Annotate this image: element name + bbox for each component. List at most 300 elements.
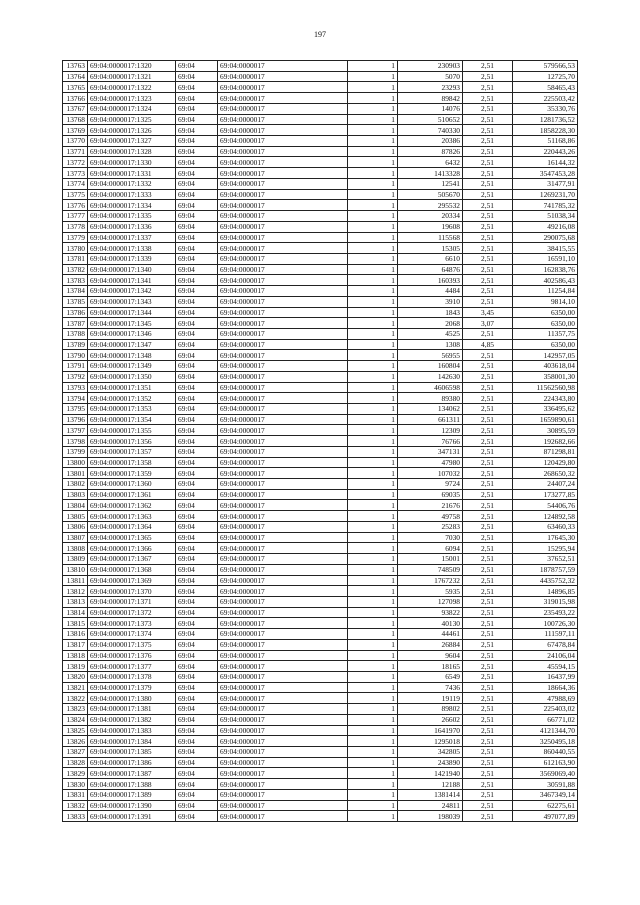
table-row xyxy=(63,800,578,811)
district-code-cell: 69:04 xyxy=(176,414,218,425)
quarter-number-cell: 69:04:0000017 xyxy=(218,532,348,543)
cadastral-number-cell: 69:04:0000017:1363 xyxy=(88,511,176,522)
district-code-cell: 69:04 xyxy=(176,328,218,339)
quarter-number-cell: 69:04:0000017 xyxy=(218,307,348,318)
district-code-cell: 69:04 xyxy=(176,650,218,661)
quarter-number-cell: 69:04:0000017 xyxy=(218,468,348,479)
row-number-cell: 13790 xyxy=(63,350,88,361)
area-cell: 23293 xyxy=(398,82,463,93)
row-number-cell: 13798 xyxy=(63,436,88,447)
table-row xyxy=(63,253,578,264)
quarter-number-cell: 69:04:0000017 xyxy=(218,725,348,736)
cadastral-number-cell: 69:04:0000017:1337 xyxy=(88,232,176,243)
area-cell: 44461 xyxy=(398,629,463,640)
area-cell: 748509 xyxy=(398,564,463,575)
rate-cell: 2,51 xyxy=(463,200,513,211)
quarter-number-cell: 69:04:0000017 xyxy=(218,779,348,790)
rate-cell: 2,51 xyxy=(463,736,513,747)
row-number-cell: 13767 xyxy=(63,103,88,114)
table-row xyxy=(63,725,578,736)
table-row xyxy=(63,596,578,607)
cadastral-number-cell: 69:04:0000017:1343 xyxy=(88,296,176,307)
cadastral-number-cell: 69:04:0000017:1369 xyxy=(88,575,176,586)
district-code-cell: 69:04 xyxy=(176,768,218,779)
count-cell: 1 xyxy=(348,361,398,372)
cadastral-number-cell: 69:04:0000017:1361 xyxy=(88,489,176,500)
cadastral-number-cell: 69:04:0000017:1357 xyxy=(88,446,176,457)
count-cell: 1 xyxy=(348,757,398,768)
quarter-number-cell: 69:04:0000017 xyxy=(218,800,348,811)
area-cell: 505670 xyxy=(398,189,463,200)
cadastral-number-cell: 69:04:0000017:1358 xyxy=(88,457,176,468)
cadastral-number-cell: 69:04:0000017:1322 xyxy=(88,82,176,93)
district-code-cell: 69:04 xyxy=(176,178,218,189)
count-cell: 1 xyxy=(348,232,398,243)
row-number-cell: 13822 xyxy=(63,693,88,704)
quarter-number-cell: 69:04:0000017 xyxy=(218,575,348,586)
value-cell: 612163,90 xyxy=(513,757,578,768)
area-cell: 107032 xyxy=(398,468,463,479)
value-cell: 24106,04 xyxy=(513,650,578,661)
row-number-cell: 13806 xyxy=(63,521,88,532)
count-cell: 1 xyxy=(348,82,398,93)
rate-cell: 2,51 xyxy=(463,168,513,179)
count-cell: 1 xyxy=(348,339,398,350)
district-code-cell: 69:04 xyxy=(176,211,218,222)
row-number-cell: 13795 xyxy=(63,404,88,415)
rate-cell: 2,51 xyxy=(463,264,513,275)
value-cell: 11357,75 xyxy=(513,328,578,339)
count-cell: 1 xyxy=(348,479,398,490)
cadastral-number-cell: 69:04:0000017:1331 xyxy=(88,168,176,179)
district-code-cell: 69:04 xyxy=(176,736,218,747)
row-number-cell: 13768 xyxy=(63,114,88,125)
area-cell: 6094 xyxy=(398,543,463,554)
rate-cell: 2,51 xyxy=(463,361,513,372)
area-cell: 1843 xyxy=(398,307,463,318)
area-cell: 12541 xyxy=(398,178,463,189)
row-number-cell: 13796 xyxy=(63,414,88,425)
district-code-cell: 69:04 xyxy=(176,82,218,93)
cadastral-number-cell: 69:04:0000017:1379 xyxy=(88,682,176,693)
cadastral-number-cell: 69:04:0000017:1340 xyxy=(88,264,176,275)
row-number-cell: 13827 xyxy=(63,747,88,758)
value-cell: 1659890,61 xyxy=(513,414,578,425)
quarter-number-cell: 69:04:0000017 xyxy=(218,671,348,682)
row-number-cell: 13774 xyxy=(63,178,88,189)
cadastral-number-cell: 69:04:0000017:1333 xyxy=(88,189,176,200)
quarter-number-cell: 69:04:0000017 xyxy=(218,211,348,222)
rate-cell: 2,51 xyxy=(463,789,513,800)
cadastral-number-cell: 69:04:0000017:1386 xyxy=(88,757,176,768)
row-number-cell: 13786 xyxy=(63,307,88,318)
quarter-number-cell: 69:04:0000017 xyxy=(218,436,348,447)
quarter-number-cell: 69:04:0000017 xyxy=(218,714,348,725)
value-cell: 220443,26 xyxy=(513,146,578,157)
row-number-cell: 13810 xyxy=(63,564,88,575)
row-number-cell: 13817 xyxy=(63,639,88,650)
value-cell: 173277,85 xyxy=(513,489,578,500)
count-cell: 1 xyxy=(348,264,398,275)
district-code-cell: 69:04 xyxy=(176,757,218,768)
cadastral-number-cell: 69:04:0000017:1360 xyxy=(88,479,176,490)
cadastral-number-cell: 69:04:0000017:1381 xyxy=(88,704,176,715)
cadastral-number-cell: 69:04:0000017:1338 xyxy=(88,243,176,254)
district-code-cell: 69:04 xyxy=(176,811,218,822)
row-number-cell: 13801 xyxy=(63,468,88,479)
area-cell: 115568 xyxy=(398,232,463,243)
row-number-cell: 13802 xyxy=(63,479,88,490)
area-cell: 15001 xyxy=(398,554,463,565)
count-cell: 1 xyxy=(348,725,398,736)
row-number-cell: 13773 xyxy=(63,168,88,179)
quarter-number-cell: 69:04:0000017 xyxy=(218,125,348,136)
count-cell: 1 xyxy=(348,286,398,297)
table-row xyxy=(63,382,578,393)
value-cell: 3250495,18 xyxy=(513,736,578,747)
count-cell: 1 xyxy=(348,639,398,650)
rate-cell: 3,45 xyxy=(463,307,513,318)
cadastral-number-cell: 69:04:0000017:1364 xyxy=(88,521,176,532)
table-row xyxy=(63,629,578,640)
quarter-number-cell: 69:04:0000017 xyxy=(218,103,348,114)
district-code-cell: 69:04 xyxy=(176,264,218,275)
quarter-number-cell: 69:04:0000017 xyxy=(218,682,348,693)
count-cell: 1 xyxy=(348,554,398,565)
quarter-number-cell: 69:04:0000017 xyxy=(218,736,348,747)
area-cell: 5070 xyxy=(398,71,463,82)
cadastral-number-cell: 69:04:0000017:1359 xyxy=(88,468,176,479)
rate-cell: 2,51 xyxy=(463,693,513,704)
table-row xyxy=(63,425,578,436)
cadastral-number-cell: 69:04:0000017:1391 xyxy=(88,811,176,822)
row-number-cell: 13812 xyxy=(63,586,88,597)
area-cell: 19608 xyxy=(398,221,463,232)
count-cell: 1 xyxy=(348,146,398,157)
quarter-number-cell: 69:04:0000017 xyxy=(218,178,348,189)
quarter-number-cell: 69:04:0000017 xyxy=(218,768,348,779)
table-row xyxy=(63,736,578,747)
area-cell: 2068 xyxy=(398,318,463,329)
value-cell: 35330,76 xyxy=(513,103,578,114)
rate-cell: 2,51 xyxy=(463,393,513,404)
quarter-number-cell: 69:04:0000017 xyxy=(218,650,348,661)
value-cell: 403618,04 xyxy=(513,361,578,372)
district-code-cell: 69:04 xyxy=(176,554,218,565)
cadastral-number-cell: 69:04:0000017:1371 xyxy=(88,596,176,607)
value-cell: 225503,42 xyxy=(513,93,578,104)
row-number-cell: 13815 xyxy=(63,618,88,629)
cadastral-number-cell: 69:04:0000017:1336 xyxy=(88,221,176,232)
rate-cell: 2,51 xyxy=(463,500,513,511)
district-code-cell: 69:04 xyxy=(176,639,218,650)
district-code-cell: 69:04 xyxy=(176,779,218,790)
quarter-number-cell: 69:04:0000017 xyxy=(218,296,348,307)
row-number-cell: 13821 xyxy=(63,682,88,693)
district-code-cell: 69:04 xyxy=(176,393,218,404)
table-body xyxy=(63,61,578,822)
quarter-number-cell: 69:04:0000017 xyxy=(218,564,348,575)
count-cell: 1 xyxy=(348,693,398,704)
page-number: 197 xyxy=(314,30,326,39)
cadastral-number-cell: 69:04:0000017:1372 xyxy=(88,607,176,618)
area-cell: 4525 xyxy=(398,328,463,339)
row-number-cell: 13791 xyxy=(63,361,88,372)
rate-cell: 2,51 xyxy=(463,725,513,736)
value-cell: 860440,55 xyxy=(513,747,578,758)
count-cell: 1 xyxy=(348,393,398,404)
district-code-cell: 69:04 xyxy=(176,339,218,350)
district-code-cell: 69:04 xyxy=(176,168,218,179)
table-row xyxy=(63,328,578,339)
row-number-cell: 13776 xyxy=(63,200,88,211)
cadastral-number-cell: 69:04:0000017:1378 xyxy=(88,671,176,682)
table-row xyxy=(63,61,578,72)
quarter-number-cell: 69:04:0000017 xyxy=(218,318,348,329)
rate-cell: 2,51 xyxy=(463,671,513,682)
area-cell: 26602 xyxy=(398,714,463,725)
quarter-number-cell: 69:04:0000017 xyxy=(218,639,348,650)
value-cell: 192682,66 xyxy=(513,436,578,447)
count-cell: 1 xyxy=(348,114,398,125)
row-number-cell: 13800 xyxy=(63,457,88,468)
row-number-cell: 13766 xyxy=(63,93,88,104)
count-cell: 1 xyxy=(348,189,398,200)
quarter-number-cell: 69:04:0000017 xyxy=(218,200,348,211)
count-cell: 1 xyxy=(348,275,398,286)
row-number-cell: 13828 xyxy=(63,757,88,768)
rate-cell: 2,51 xyxy=(463,414,513,425)
rate-cell: 2,51 xyxy=(463,61,513,72)
value-cell: 51038,34 xyxy=(513,211,578,222)
quarter-number-cell: 69:04:0000017 xyxy=(218,596,348,607)
row-number-cell: 13825 xyxy=(63,725,88,736)
cadastral-number-cell: 69:04:0000017:1385 xyxy=(88,747,176,758)
rate-cell: 2,51 xyxy=(463,243,513,254)
rate-cell: 2,51 xyxy=(463,136,513,147)
area-cell: 230903 xyxy=(398,61,463,72)
cadastral-number-cell: 69:04:0000017:1368 xyxy=(88,564,176,575)
row-number-cell: 13765 xyxy=(63,82,88,93)
rate-cell: 2,51 xyxy=(463,811,513,822)
rate-cell: 2,51 xyxy=(463,800,513,811)
cadastral-number-cell: 69:04:0000017:1320 xyxy=(88,61,176,72)
rate-cell: 2,51 xyxy=(463,564,513,575)
table-row xyxy=(63,479,578,490)
cadastral-number-cell: 69:04:0000017:1323 xyxy=(88,93,176,104)
rate-cell: 2,51 xyxy=(463,618,513,629)
quarter-number-cell: 69:04:0000017 xyxy=(218,114,348,125)
cadastral-number-cell: 69:04:0000017:1377 xyxy=(88,661,176,672)
count-cell: 1 xyxy=(348,243,398,254)
cadastral-table xyxy=(62,60,578,822)
row-number-cell: 13820 xyxy=(63,671,88,682)
count-cell: 1 xyxy=(348,618,398,629)
area-cell: 134062 xyxy=(398,404,463,415)
count-cell: 1 xyxy=(348,607,398,618)
quarter-number-cell: 69:04:0000017 xyxy=(218,586,348,597)
quarter-number-cell: 69:04:0000017 xyxy=(218,693,348,704)
table-row xyxy=(63,221,578,232)
district-code-cell: 69:04 xyxy=(176,682,218,693)
quarter-number-cell: 69:04:0000017 xyxy=(218,243,348,254)
table-row xyxy=(63,489,578,500)
rate-cell: 2,51 xyxy=(463,71,513,82)
table-row xyxy=(63,189,578,200)
district-code-cell: 69:04 xyxy=(176,564,218,575)
row-number-cell: 13819 xyxy=(63,661,88,672)
count-cell: 1 xyxy=(348,468,398,479)
count-cell: 1 xyxy=(348,350,398,361)
table-row xyxy=(63,607,578,618)
district-code-cell: 69:04 xyxy=(176,586,218,597)
row-number-cell: 13809 xyxy=(63,554,88,565)
table-row xyxy=(63,650,578,661)
value-cell: 358001,30 xyxy=(513,371,578,382)
table-row xyxy=(63,168,578,179)
table-row xyxy=(63,500,578,511)
area-cell: 56955 xyxy=(398,350,463,361)
rate-cell: 2,51 xyxy=(463,178,513,189)
quarter-number-cell: 69:04:0000017 xyxy=(218,286,348,297)
table-row xyxy=(63,232,578,243)
table-row xyxy=(63,682,578,693)
table-row xyxy=(63,747,578,758)
table-row xyxy=(63,414,578,425)
district-code-cell: 69:04 xyxy=(176,425,218,436)
cadastral-number-cell: 69:04:0000017:1346 xyxy=(88,328,176,339)
quarter-number-cell: 69:04:0000017 xyxy=(218,371,348,382)
value-cell: 1878757,59 xyxy=(513,564,578,575)
district-code-cell: 69:04 xyxy=(176,232,218,243)
value-cell: 290075,68 xyxy=(513,232,578,243)
count-cell: 1 xyxy=(348,714,398,725)
area-cell: 9724 xyxy=(398,479,463,490)
district-code-cell: 69:04 xyxy=(176,253,218,264)
count-cell: 1 xyxy=(348,575,398,586)
area-cell: 198039 xyxy=(398,811,463,822)
row-number-cell: 13832 xyxy=(63,800,88,811)
count-cell: 1 xyxy=(348,736,398,747)
cadastral-number-cell: 69:04:0000017:1335 xyxy=(88,211,176,222)
row-number-cell: 13826 xyxy=(63,736,88,747)
quarter-number-cell: 69:04:0000017 xyxy=(218,446,348,457)
rate-cell: 2,51 xyxy=(463,296,513,307)
row-number-cell: 13763 xyxy=(63,61,88,72)
row-number-cell: 13788 xyxy=(63,328,88,339)
district-code-cell: 69:04 xyxy=(176,661,218,672)
district-code-cell: 69:04 xyxy=(176,607,218,618)
table-row xyxy=(63,82,578,93)
rate-cell: 2,51 xyxy=(463,328,513,339)
row-number-cell: 13789 xyxy=(63,339,88,350)
area-cell: 47980 xyxy=(398,457,463,468)
district-code-cell: 69:04 xyxy=(176,71,218,82)
district-code-cell: 69:04 xyxy=(176,275,218,286)
count-cell: 1 xyxy=(348,328,398,339)
rate-cell: 2,51 xyxy=(463,468,513,479)
row-number-cell: 13764 xyxy=(63,71,88,82)
rate-cell: 2,51 xyxy=(463,446,513,457)
value-cell: 12725,70 xyxy=(513,71,578,82)
area-cell: 20386 xyxy=(398,136,463,147)
count-cell: 1 xyxy=(348,543,398,554)
value-cell: 4435752,32 xyxy=(513,575,578,586)
quarter-number-cell: 69:04:0000017 xyxy=(218,339,348,350)
table-row xyxy=(63,404,578,415)
cadastral-number-cell: 69:04:0000017:1332 xyxy=(88,178,176,189)
cadastral-number-cell: 69:04:0000017:1324 xyxy=(88,103,176,114)
row-number-cell: 13780 xyxy=(63,243,88,254)
rate-cell: 2,51 xyxy=(463,596,513,607)
value-cell: 3467349,14 xyxy=(513,789,578,800)
table-row xyxy=(63,93,578,104)
table-row xyxy=(63,275,578,286)
count-cell: 1 xyxy=(348,211,398,222)
value-cell: 6350,00 xyxy=(513,339,578,350)
district-code-cell: 69:04 xyxy=(176,468,218,479)
value-cell: 120429,80 xyxy=(513,457,578,468)
district-code-cell: 69:04 xyxy=(176,189,218,200)
cadastral-number-cell: 69:04:0000017:1367 xyxy=(88,554,176,565)
row-number-cell: 13777 xyxy=(63,211,88,222)
cadastral-number-cell: 69:04:0000017:1345 xyxy=(88,318,176,329)
cadastral-number-cell: 69:04:0000017:1376 xyxy=(88,650,176,661)
quarter-number-cell: 69:04:0000017 xyxy=(218,404,348,415)
district-code-cell: 69:04 xyxy=(176,596,218,607)
district-code-cell: 69:04 xyxy=(176,511,218,522)
area-cell: 1413328 xyxy=(398,168,463,179)
rate-cell: 2,51 xyxy=(463,211,513,222)
district-code-cell: 69:04 xyxy=(176,103,218,114)
count-cell: 1 xyxy=(348,103,398,114)
district-code-cell: 69:04 xyxy=(176,125,218,136)
district-code-cell: 69:04 xyxy=(176,500,218,511)
district-code-cell: 69:04 xyxy=(176,93,218,104)
cadastral-number-cell: 69:04:0000017:1339 xyxy=(88,253,176,264)
district-code-cell: 69:04 xyxy=(176,629,218,640)
row-number-cell: 13771 xyxy=(63,146,88,157)
district-code-cell: 69:04 xyxy=(176,800,218,811)
district-code-cell: 69:04 xyxy=(176,286,218,297)
cadastral-number-cell: 69:04:0000017:1350 xyxy=(88,371,176,382)
cadastral-number-cell: 69:04:0000017:1390 xyxy=(88,800,176,811)
rate-cell: 2,51 xyxy=(463,436,513,447)
table-row xyxy=(63,211,578,222)
value-cell: 741785,32 xyxy=(513,200,578,211)
value-cell: 3547453,28 xyxy=(513,168,578,179)
district-code-cell: 69:04 xyxy=(176,307,218,318)
value-cell: 45594,15 xyxy=(513,661,578,672)
area-cell: 89380 xyxy=(398,393,463,404)
count-cell: 1 xyxy=(348,779,398,790)
row-number-cell: 13778 xyxy=(63,221,88,232)
value-cell: 54406,76 xyxy=(513,500,578,511)
rate-cell: 2,51 xyxy=(463,146,513,157)
row-number-cell: 13829 xyxy=(63,768,88,779)
area-cell: 1767232 xyxy=(398,575,463,586)
rate-cell: 3,07 xyxy=(463,318,513,329)
district-code-cell: 69:04 xyxy=(176,157,218,168)
value-cell: 15295,94 xyxy=(513,543,578,554)
rate-cell: 2,51 xyxy=(463,607,513,618)
cadastral-number-cell: 69:04:0000017:1375 xyxy=(88,639,176,650)
area-cell: 4484 xyxy=(398,286,463,297)
table-row xyxy=(63,543,578,554)
area-cell: 89802 xyxy=(398,704,463,715)
cadastral-number-cell: 69:04:0000017:1362 xyxy=(88,500,176,511)
cadastral-number-cell: 69:04:0000017:1342 xyxy=(88,286,176,297)
